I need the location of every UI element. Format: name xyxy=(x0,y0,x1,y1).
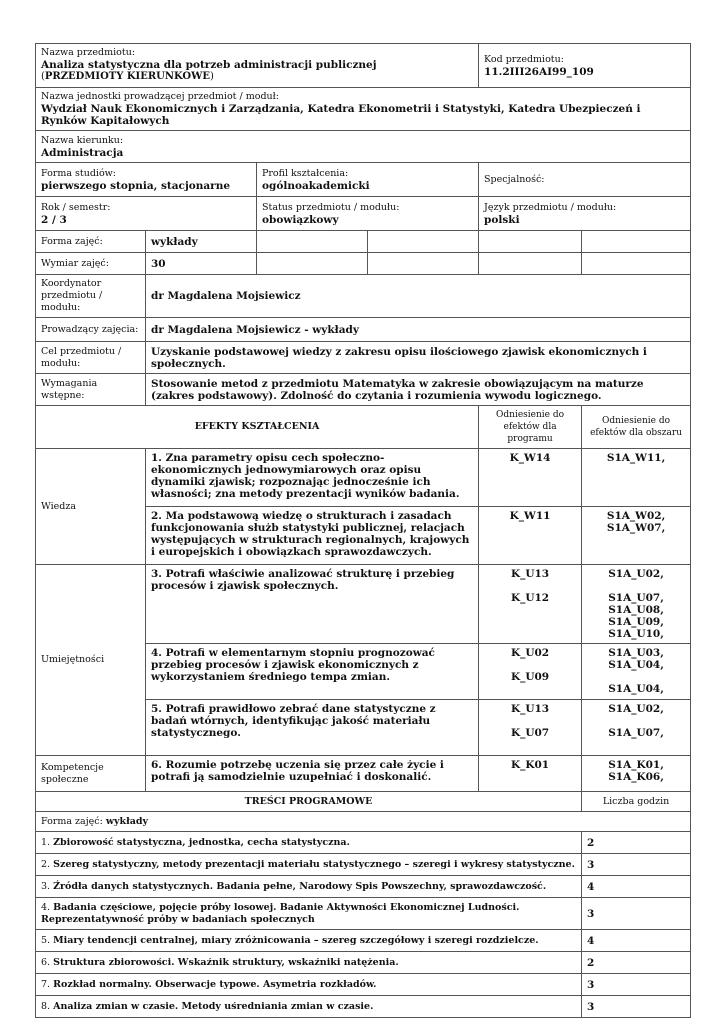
empty-cell xyxy=(479,231,582,253)
subject-name-cell: Nazwa przedmiotu: Analiza statystyczna dla potrzeb administracji publicznej (PRZEDMIOTY KIERUNKOWE) xyxy=(36,44,479,88)
program-form-label: Forma zajęć: xyxy=(41,815,103,827)
language: polski xyxy=(484,213,520,226)
program-form: wykłady xyxy=(105,815,149,827)
effect-area-ref: S1A_W02, S1A_W07, xyxy=(582,507,691,565)
effect-program-ref: K_U02 K_U09 xyxy=(479,644,582,700)
category-knowledge: Wiedza xyxy=(36,449,146,565)
hours-label: Wymiar zajęć: xyxy=(36,253,146,275)
effects-program-header: Odniesienie do efektów dla programu xyxy=(479,406,582,449)
teacher-label: Prowadzący zajęcia: xyxy=(36,318,146,342)
status-cell xyxy=(257,197,479,231)
effect-program-ref: K_W11 xyxy=(479,507,582,565)
subject-code-cell xyxy=(479,44,691,88)
field-name: Administracja xyxy=(41,146,124,159)
field-label: Nazwa kierunku: xyxy=(41,134,124,146)
program-topic: 4. Badania częściowe, pojęcie próby losowej. Badanie Aktywności Ekonomicznej Ludności. Reprezentatywność próby w badaniach społecznych xyxy=(36,898,582,930)
class-form: wykłady xyxy=(146,231,257,253)
specialty-label: Specjalność: xyxy=(484,173,545,185)
requirements-label: Wymagania wstępne: xyxy=(36,374,146,406)
subject-name: Analiza statystyczna dla potrzeb administracji publicznej xyxy=(41,59,377,71)
program-hours-header: Liczba godzin xyxy=(582,792,691,812)
empty-cell xyxy=(257,231,368,253)
class-form-label: Forma zajęć: xyxy=(36,231,146,253)
empty-cell xyxy=(479,253,582,275)
language-cell xyxy=(479,197,691,231)
effect-text: 2. Ma podstawową wiedzę o strukturach i zasadach funkcjonowania służb statystyki publicznej, relacjach występujących w strukturach regionalnych, krajowych i europejskich i obowiązkach sprawozdawczych. xyxy=(146,507,479,565)
program-topic: 5. Miary tendencji centralnej, miary zróżnicowania – szereg szczegółowy i szeregi rozdzielcze. xyxy=(36,930,582,952)
effect-program-ref: K_K01 xyxy=(479,756,582,792)
goal-label: Cel przedmiotu / modułu: xyxy=(36,342,146,374)
language-label: Język przedmiotu / modułu: xyxy=(484,201,617,213)
effect-program-ref: K_U13 K_U12 xyxy=(479,565,582,644)
status-label: Status przedmiotu / modułu: xyxy=(262,201,400,213)
effects-title: EFEKTY KSZTAŁCENIA xyxy=(36,406,479,449)
program-topic: 2. Szereg statystyczny, metody prezentacji materiału statystycznego – szeregi i wykresy statystyczne. xyxy=(36,854,582,876)
program-topic-hours: 4 xyxy=(582,930,691,952)
category-competence: Kompetencje społeczne xyxy=(36,756,146,792)
study-form-label: Forma studiów: xyxy=(41,167,117,179)
effect-text: 6. Rozumie potrzebę uczenia się przez całe życie i potrafi ją samodzielnie uzupełniać i doskonalić. xyxy=(146,756,479,792)
profile-label: Profil kształcenia: xyxy=(262,167,349,179)
status: obowiązkowy xyxy=(262,213,339,226)
effect-area-ref: S1A_U02, S1A_U07, xyxy=(582,700,691,756)
year-label: Rok / semestr: xyxy=(41,201,111,213)
hours-value: 30 xyxy=(146,253,257,275)
year: 2 / 3 xyxy=(41,213,67,226)
profile: ogólnoakademicki xyxy=(262,179,370,192)
program-topic-hours: 3 xyxy=(582,974,691,996)
coordinator: dr Magdalena Mojsiewicz xyxy=(146,275,691,318)
subject-code: 11.2III26AI99_109 xyxy=(484,65,594,78)
effects-area-header: Odniesienie do efektów dla obszaru xyxy=(582,406,691,449)
empty-cell xyxy=(368,231,479,253)
study-form: pierwszego stopnia, stacjonarne xyxy=(41,179,231,192)
effect-text: 1. Zna parametry opisu cech społeczno-ekonomicznych jednowymiarowych oraz opisu dynamiki zjawisk; rozpoznając jednocześnie ich własności; zna metody prezentacji wyników badania. xyxy=(146,449,479,507)
program-topic-hours: 4 xyxy=(582,876,691,898)
subject-name-label: Nazwa przedmiotu: xyxy=(41,47,136,58)
effect-area-ref: S1A_U02, S1A_U07, S1A_U08, S1A_U09, S1A_U10, xyxy=(582,565,691,644)
program-form-row xyxy=(36,812,691,832)
effect-area-ref: S1A_W11, xyxy=(582,449,691,507)
effect-program-ref: K_U13 K_U07 xyxy=(479,700,582,756)
unit-cell xyxy=(36,88,691,131)
program-topic: 1. Zbiorowość statystyczna, jednostka, cecha statystyczna. xyxy=(36,832,582,854)
teacher: dr Magdalena Mojsiewicz - wykłady xyxy=(146,318,691,342)
program-topic-hours: 2 xyxy=(582,952,691,974)
program-topic-hours: 3 xyxy=(582,996,691,1018)
empty-cell xyxy=(257,253,368,275)
program-topic: 6. Struktura zbiorowości. Wskaźnik struktury, wskaźniki natężenia. xyxy=(36,952,582,974)
effect-text: 4. Potrafi w elementarnym stopniu prognozować przebieg procesów i zjawisk ekonomicznych z wykorzystaniem średniego tempa zmian. xyxy=(146,644,479,700)
effect-text: 3. Potrafi właściwie analizować strukturę i przebieg procesów i zjawisk społecznych. xyxy=(146,565,479,644)
program-topic-hours: 3 xyxy=(582,898,691,930)
field-cell xyxy=(36,131,691,163)
coordinator-label: Koordynator przedmiotu / modułu: xyxy=(36,275,146,318)
subject-group: PRZEDMIOTY KIERUNKOWE xyxy=(44,71,210,82)
requirements: Stosowanie metod z przedmiotu Matematyka w zakresie obowiązującym na maturze (zakres podstawowy). Zdolność do czytania i rozumienia wywodu logicznego. xyxy=(146,374,691,406)
effect-program-ref: K_W14 xyxy=(479,449,582,507)
program-title: TREŚCI PROGRAMOWE xyxy=(36,792,582,812)
program-topic-hours: 3 xyxy=(582,854,691,876)
study-form-cell xyxy=(36,163,257,197)
category-skills: Umiejętności xyxy=(36,565,146,756)
empty-cell xyxy=(582,253,691,275)
syllabus-table xyxy=(35,43,691,1018)
program-topic: 3. Źródła danych statystycznych. Badania pełne, Narodowy Spis Powszechny, sprawozdawczość. xyxy=(36,876,582,898)
program-topic-hours: 2 xyxy=(582,832,691,854)
goal: Uzyskanie podstawowej wiedzy z zakresu opisu ilościowego zjawisk ekonomicznych i społecznych. xyxy=(146,342,691,374)
unit-name: Wydział Nauk Ekonomicznych i Zarządzania, Katedra Ekonometrii i Statystyki, Katedra Ubezpieczeń i Rynków Kapitałowych xyxy=(41,103,641,127)
empty-cell xyxy=(368,253,479,275)
effect-area-ref: S1A_U03, S1A_U04, S1A_U04, xyxy=(582,644,691,700)
profile-cell xyxy=(257,163,479,197)
subject-code-label: Kod przedmiotu: xyxy=(484,53,564,65)
effect-area-ref: S1A_K01, S1A_K06, xyxy=(582,756,691,792)
empty-cell xyxy=(582,231,691,253)
program-topic: 8. Analiza zmian w czasie. Metody uśredniania zmian w czasie. xyxy=(36,996,582,1018)
specialty-cell xyxy=(479,163,691,197)
program-topic: 7. Rozkład normalny. Obserwacje typowe. Asymetria rozkładów. xyxy=(36,974,582,996)
unit-label: Nazwa jednostki prowadzącej przedmiot / moduł: xyxy=(41,91,279,102)
effect-text: 5. Potrafi prawidłowo zebrać dane statystyczne z badań wtórnych, identyfikując jakość materiału statystycznego. xyxy=(146,700,479,756)
year-cell xyxy=(36,197,257,231)
